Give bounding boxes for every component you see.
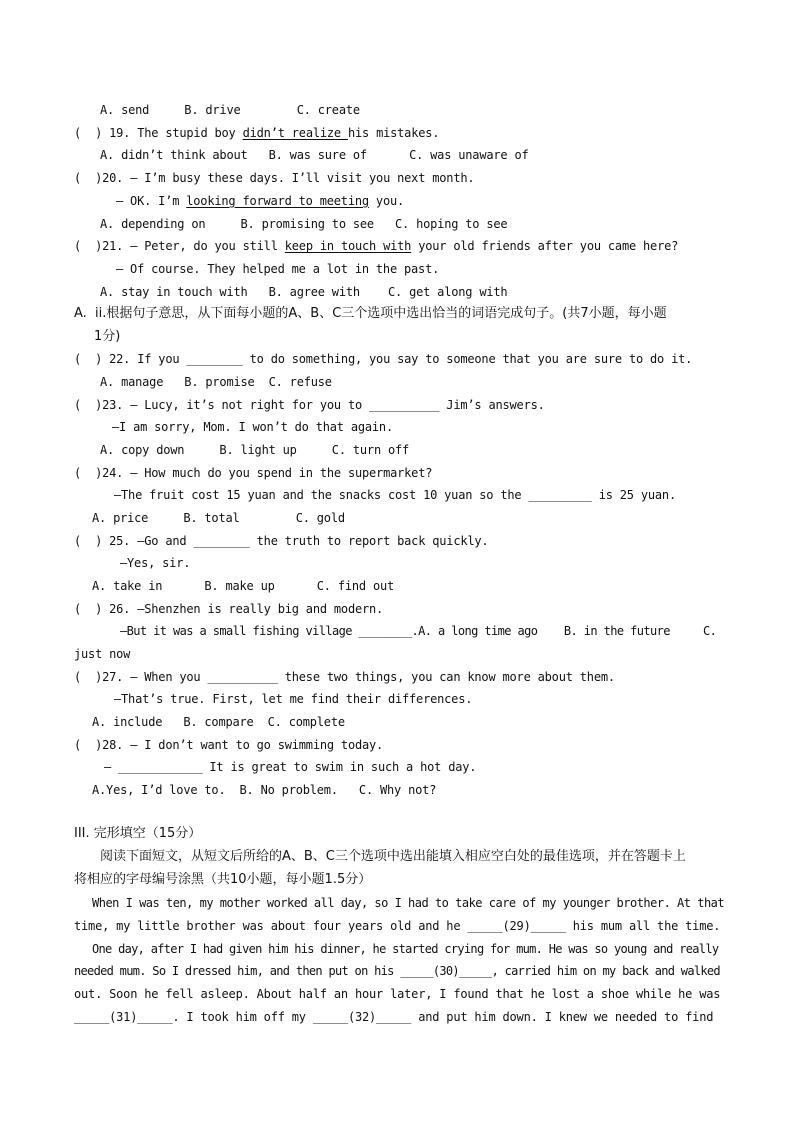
q18-options: A. send B. drive C. create — [100, 103, 360, 117]
question-25: ( ) 25. —Go and ________ the truth to report back quickly. — [74, 534, 489, 548]
question-20-underlined: looking forward to meeting — [186, 194, 369, 208]
passage-line-5: out. Soon he fell asleep. About half an hour later, I found that he lost a shoe while he was — [74, 987, 721, 1001]
question-25-reply: —Yes, sir. — [120, 556, 191, 570]
question-19 — [74, 125, 439, 141]
question-23-reply: —I am sorry, Mom. I won’t do that again. — [112, 420, 393, 434]
section-ii-instruction: A. ii.根据句子意思，从下面每小题的A、B、C三个选项中选出恰当的词语完成句子。(共7小题，每小题 — [74, 306, 667, 321]
q21-options: A. stay in touch with B. agree with C. get along with — [100, 285, 508, 299]
question-21-end: your old friends after you came here? — [411, 239, 679, 253]
question-21 — [74, 238, 678, 254]
passage-line-2: time, my little brother was about four years old and he _____(29)_____ his mum all the time. — [74, 919, 721, 933]
q26-option-c: just now — [74, 647, 131, 661]
question-21-reply: — Of course. They helped me a lot in the past. — [116, 262, 440, 276]
question-23: ( )23. — Lucy, it’s not right for you to __________ Jim’s answers. — [74, 398, 545, 412]
question-20-reply-start: — OK. I’m — [116, 194, 187, 208]
question-19-stem: ( ) 19. The stupid boy — [74, 126, 243, 140]
q25-options: A. take in B. make up C. find out — [92, 579, 395, 593]
question-22: ( ) 22. If you ________ to do something, you say to someone that you are sure to do it. — [74, 352, 693, 366]
passage-line-1: When I was ten, my mother worked all day, so I had to take care of my younger brother. At that — [92, 896, 725, 910]
question-28-reply: — ____________ It is great to swim in such a hot day. — [104, 760, 477, 774]
q23-options: A. copy down B. light up C. turn off — [100, 443, 410, 457]
question-24: ( )24. — How much do you spend in the supermarket? — [74, 466, 433, 480]
q28-options: A.Yes, I’d love to. B. No problem. C. Why not? — [92, 783, 437, 797]
question-20-reply — [116, 193, 404, 209]
question-28: ( )28. — I don’t want to go swimming today. — [74, 738, 384, 752]
question-27-reply: —That’s true. First, let me find their differences. — [114, 692, 473, 706]
question-27: ( )27. — When you __________ these two things, you can know more about them. — [74, 670, 615, 684]
passage-line-4: needed mum. So I dressed him, and then put on his _____(30)_____, carried him on my back and walked — [74, 964, 720, 978]
q27-options: A. include B. compare C. complete — [92, 715, 345, 729]
question-26: ( ) 26. —Shenzhen is really big and modern. — [74, 602, 384, 616]
section-iii-instruction: 阅读下面短文，从短文后所给的A、B、C三个选项中选出能填入相应空白处的最佳选项，并在答题卡上 — [100, 849, 686, 864]
section-iii-heading: III. 完形填空（15分） — [74, 826, 202, 841]
section-iii-instruction-cont: 将相应的字母编号涂黑（共10小题，每小题1.5分） — [74, 872, 372, 887]
passage-line-3: One day, after I had given him his dinner, he started crying for mum. He was so young and really — [92, 942, 719, 956]
question-20: ( )20. — I’m busy these days. I’ll visit you next month. — [74, 171, 475, 185]
question-21-stem: ( )21. — Peter, do you still — [74, 239, 285, 253]
question-19-end: his mistakes. — [347, 126, 440, 140]
question-19-underlined: didn’t realize — [242, 126, 348, 140]
q20-options: A. depending on B. promising to see C. hoping to see — [100, 217, 508, 231]
question-26-reply: —But it was a small fishing village ________.A. a long time ago B. in the future C. — [120, 624, 717, 638]
q22-options: A. manage B. promise C. refuse — [100, 375, 332, 389]
question-20-reply-end: you. — [368, 194, 405, 208]
section-ii-instruction-cont: 1分) — [94, 329, 121, 344]
question-24-reply: —The fruit cost 15 yuan and the snacks cost 10 yuan so the _________ is 25 yuan. — [114, 488, 676, 502]
q19-options: A. didn’t think about B. was sure of C. was unaware of — [100, 148, 529, 162]
question-21-underlined: keep in touch with — [284, 239, 412, 253]
passage-line-6: _____(31)_____. I took him off my _____(32)_____ and put him down. I knew we needed to find — [74, 1010, 714, 1024]
q24-options: A. price B. total C. gold — [92, 511, 345, 525]
